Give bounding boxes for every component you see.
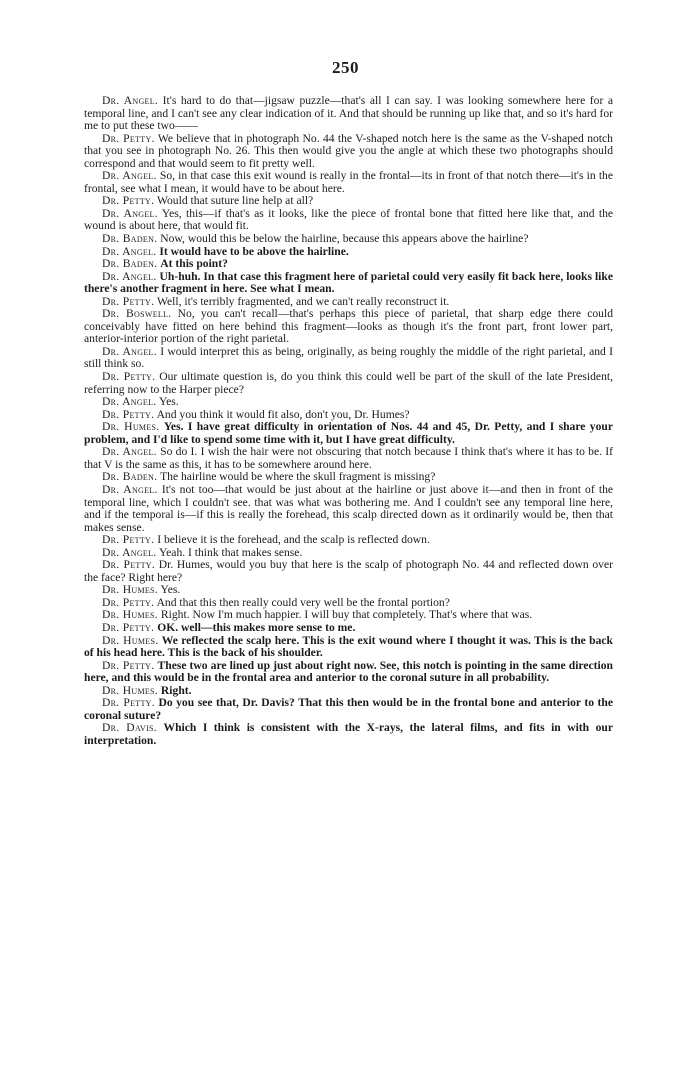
speech-text: Yes, this—if that's as it looks, like the piece of frontal bone that fitted here like that, and the wound is about here, that would fit. bbox=[84, 206, 614, 233]
speech-text: We believe that in photograph No. 44 the V-shaped notch here is the same as the V-shaped notch that you see in photograph No. 26. This then would give you the angle at which these two photographs should correspond and that would seem to fit pretty well. bbox=[84, 131, 613, 170]
speech-text: And that this then really could very well be the frontal portion? bbox=[156, 595, 450, 609]
speaker-name: Dr. Baden. bbox=[102, 232, 158, 246]
transcript-body bbox=[84, 95, 613, 747]
speech-text: No, you can't recall—that's perhaps this piece of parietal, that sharp edge there could conceivably have fitted on here behind this fragment—looks as though it's the front part, front lower part, anterior-interior portion of the right parietal. bbox=[84, 307, 613, 346]
speaker-name: Dr. Humes. bbox=[102, 608, 159, 622]
transcript-paragraph bbox=[84, 559, 613, 584]
transcript-paragraph bbox=[84, 271, 613, 296]
transcript-paragraph bbox=[84, 346, 613, 371]
transcript-paragraph bbox=[84, 208, 613, 233]
speech-text: Uh-huh. In that case this fragment here of parietal could very easily fit back here, looks like there's another fragment in here. See what I mean. bbox=[84, 269, 613, 296]
speech-text: These two are lined up just about right now. See, this notch is pointing in the same direction here, and this would be in the frontal area and anterior to the coronal suture in all probability. bbox=[84, 658, 613, 685]
speaker-name: Dr. Angel. bbox=[102, 244, 157, 258]
speaker-name: Dr. Petty. bbox=[102, 595, 155, 609]
speaker-name: Dr. Angel. bbox=[102, 482, 158, 496]
speaker-name: Dr. Angel. bbox=[102, 395, 157, 409]
speech-text: And you think it would fit also, don't you, Dr. Humes? bbox=[156, 407, 410, 421]
speaker-name: Dr. Petty. bbox=[102, 131, 155, 145]
speaker-name: Dr. Angel. bbox=[102, 445, 157, 459]
speaker-name: Dr. Boswell. bbox=[102, 307, 172, 321]
page-number: 250 bbox=[332, 58, 359, 77]
transcript-paragraph bbox=[84, 95, 613, 133]
speech-text: Now, would this be below the hairline, because this appears above the hairline? bbox=[160, 232, 529, 246]
speaker-name: Dr. Petty. bbox=[102, 194, 155, 208]
speech-text: Which I think is consistent with the X-rays, the lateral films, and fits in with our interpretation. bbox=[84, 721, 613, 747]
speaker-name: Dr. Petty. bbox=[102, 696, 155, 710]
transcript-paragraph bbox=[84, 170, 613, 195]
speaker-name: Dr. Petty. bbox=[102, 620, 155, 634]
speech-text: OK. well—this makes more sense to me. bbox=[157, 620, 356, 634]
speech-text: Right. bbox=[160, 683, 192, 697]
speaker-name: Dr. Baden. bbox=[102, 257, 158, 271]
speaker-name: Dr. Petty. bbox=[102, 294, 155, 308]
transcript-paragraph bbox=[84, 484, 613, 534]
speech-text: We reflected the scalp here. This is the exit wound where I thought it was. This is the back of his head here. This is the back of his shoulder. bbox=[84, 633, 613, 660]
transcript-paragraph bbox=[84, 133, 613, 171]
speaker-name: Dr. Baden. bbox=[102, 470, 158, 484]
transcript-paragraph bbox=[84, 371, 613, 396]
speech-text: Would that suture line help at all? bbox=[157, 194, 314, 208]
speech-text: Yeah. I think that makes sense. bbox=[158, 545, 303, 559]
speech-text: Right. Now I'm much happier. I will buy that completely. That's where that was. bbox=[160, 608, 533, 622]
speaker-name: Dr. Angel. bbox=[102, 94, 159, 107]
speech-text: Yes. I have great difficulty in orientation of Nos. 44 and 45, Dr. Petty, and I share your problem, and I'd like to spend some time with it, but I have great difficulty. bbox=[84, 420, 613, 446]
speech-text: Do you see that, Dr. Davis? That this then would be in the frontal bone and anterior to the coronal suture? bbox=[84, 696, 613, 722]
speech-text: The hairline would be where the skull fragment is missing? bbox=[160, 470, 436, 484]
speech-text: I would interpret this as being, originally, as being roughly the middle of the right parietal, and I still think so. bbox=[84, 344, 614, 371]
speaker-name: Dr. Humes. bbox=[102, 583, 159, 597]
transcript-paragraph bbox=[84, 660, 613, 685]
speaker-name: Dr. Petty. bbox=[102, 407, 155, 421]
speaker-name: Dr. Humes. bbox=[102, 683, 159, 697]
speaker-name: Dr. Angel. bbox=[102, 169, 157, 183]
speaker-name: Dr. Humes. bbox=[102, 633, 159, 647]
speech-text: So do I. I wish the hair were not obscuring that notch because I think that's where it has to be. If that V is the same as this, it has to be somewhere around here. bbox=[84, 445, 614, 471]
speech-text: Dr. Humes, would you buy that here is the scalp of photograph No. 44 and reflected down over the face? Right here? bbox=[84, 558, 613, 584]
speech-text: It would have to be above the hairline. bbox=[159, 244, 349, 258]
speaker-name: Dr. Davis. bbox=[102, 721, 157, 735]
speaker-name: Dr. Petty. bbox=[102, 658, 155, 672]
speech-text: At this point? bbox=[160, 257, 228, 271]
speech-text: Yes. bbox=[158, 395, 179, 409]
speech-text: Yes. bbox=[160, 583, 181, 597]
speaker-name: Dr. Angel. bbox=[102, 206, 158, 220]
speaker-name: Dr. Angel. bbox=[102, 545, 157, 559]
speech-text: Well, it's terribly fragmented, and we can't really reconstruct it. bbox=[157, 294, 450, 308]
transcript-paragraph bbox=[84, 421, 613, 446]
transcript-paragraph bbox=[84, 446, 613, 471]
speech-text: It's not too—that would be just about at the hairline or just above it—and then in front of the temporal line, which I couldn't see. that was what was bothering me. And I couldn't see any temporal line here, and if the temporal is—if this is really the forehead, this scalp directed down as it ordinarily would be, then that makes sense. bbox=[84, 482, 614, 534]
speaker-name: Dr. Angel. bbox=[102, 344, 157, 358]
speech-text: It's hard to do that—jigsaw puzzle—that's all I can say. I was looking somewhere here for a temporal line, and I can't see any clear indication of it. And that should be running up like that, and so it's hard for me to put these two—— bbox=[84, 94, 614, 133]
transcript-paragraph bbox=[84, 722, 613, 747]
speech-text: Our ultimate question is, do you think this could well be part of the skull of the late President, referring now to the Harper piece? bbox=[84, 370, 613, 396]
speaker-name: Dr. Petty. bbox=[102, 558, 156, 572]
speaker-name: Dr. Humes. bbox=[102, 420, 160, 434]
transcript-paragraph bbox=[84, 697, 613, 722]
speech-text: I believe it is the forehead, and the scalp is reflected down. bbox=[157, 533, 430, 547]
transcript-paragraph bbox=[84, 308, 613, 346]
speaker-name: Dr. Petty. bbox=[102, 370, 156, 384]
transcript-paragraph bbox=[84, 635, 613, 660]
speaker-name: Dr. Angel. bbox=[102, 269, 157, 283]
speech-text: So, in that case this exit wound is really in the frontal—its in front of that notch there—it's in the frontal, see what I mean, it would have to be about here. bbox=[84, 169, 613, 195]
speaker-name: Dr. Petty. bbox=[102, 533, 155, 547]
